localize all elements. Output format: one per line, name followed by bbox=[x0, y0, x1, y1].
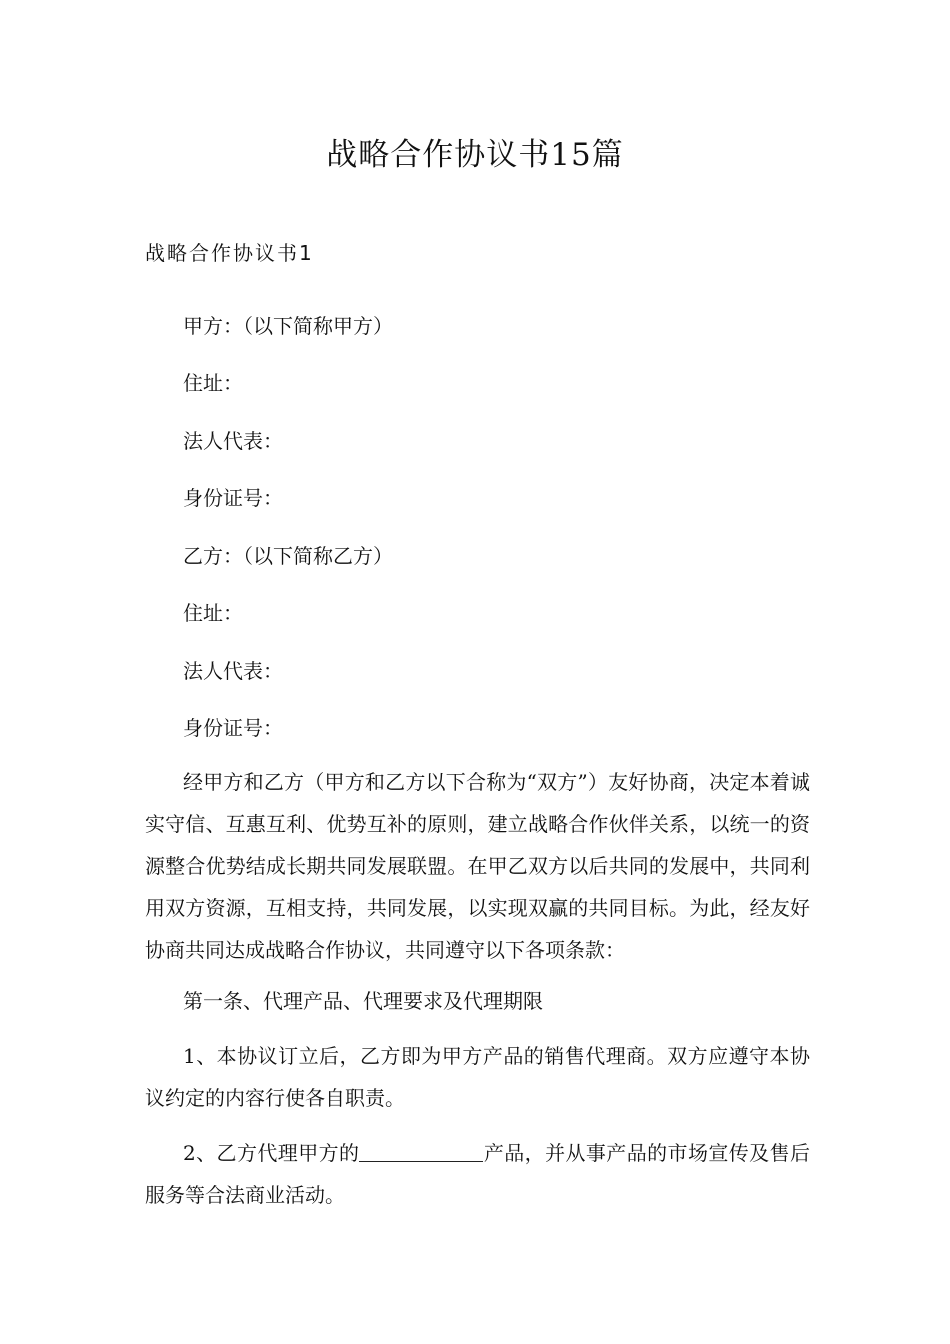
party-a-id-line: 身份证号： bbox=[183, 486, 283, 510]
clause-2-text-after: 产品，并从事产品的市场宣传及售后服务等合法商业活动。 bbox=[145, 1141, 810, 1207]
clause-2-text-before: 2、乙方代理甲方的 bbox=[183, 1141, 360, 1165]
party-a-line: 甲方：（以下简称甲方） bbox=[183, 314, 393, 338]
fill-in-blank bbox=[359, 1141, 483, 1162]
preamble-paragraph: 经甲方和乙方（甲方和乙方以下合称为“双方”）友好协商，决定本着诚实守信、互惠互利、优势互补的原则，建立战略合作伙伴关系，以统一的资源整合优势结成长期共同发展联盟。在甲乙双方以后共同的发展中，共同利用双方资源，互相支持，共同发展，以实现双赢的共同目标。为此，经友好协商共同达成战略合作协议，共同遵守以下各项条款： bbox=[145, 770, 810, 962]
party-b-line: 乙方：（以下简称乙方） bbox=[183, 544, 393, 568]
party-b-legal-rep-line: 法人代表： bbox=[183, 659, 283, 683]
party-a-legal-rep-line: 法人代表： bbox=[183, 429, 283, 453]
clause-2-paragraph bbox=[145, 1132, 810, 1216]
article-1-heading: 第一条、代理产品、代理要求及代理期限 bbox=[183, 989, 543, 1013]
party-a-address-line: 住址： bbox=[183, 371, 243, 395]
clause-1-paragraph: 1、本协议订立后，乙方即为甲方产品的销售代理商。双方应遵守本协议约定的内容行使各自职责。 bbox=[145, 1044, 810, 1110]
document-title: 战略合作协议书15篇 bbox=[326, 137, 624, 173]
section-title: 战略合作协议书1 bbox=[145, 241, 314, 265]
party-b-address-line: 住址： bbox=[183, 601, 243, 625]
party-b-id-line: 身份证号： bbox=[183, 716, 283, 740]
